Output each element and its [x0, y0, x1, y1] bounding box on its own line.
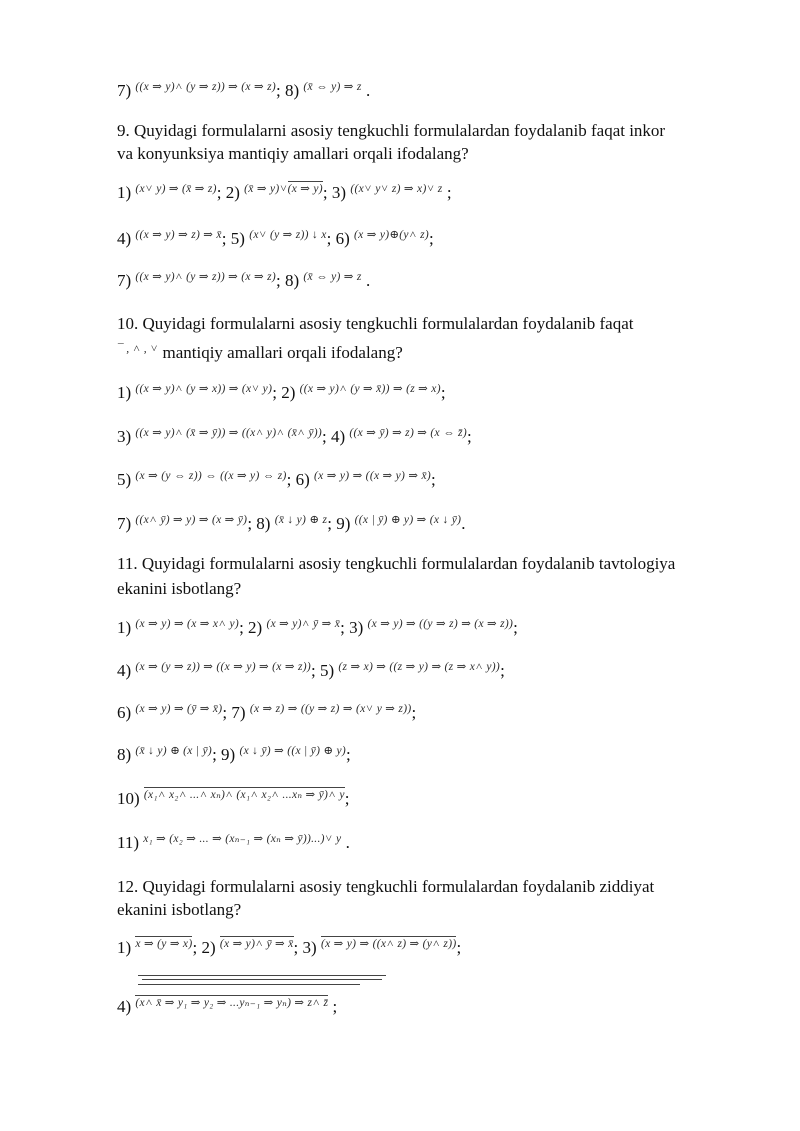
item-label: ; 2)	[192, 938, 220, 957]
item-label: 8)	[117, 745, 136, 764]
item-label: ;	[466, 427, 472, 446]
item-label: ; 7)	[222, 703, 250, 722]
item-label: ; 5)	[221, 229, 250, 248]
negation-bar	[138, 984, 360, 985]
formula: (x ⇒ (y ⇔ z)) ⇔ ((x ⇒ y) ⇔ z)	[135, 470, 287, 482]
item-label: ;	[442, 183, 452, 202]
item-label: ;	[431, 470, 436, 489]
exercise-heading: 9. Quyidagi formulalarni asosiy tengkuchli formulalardan foydalanib faqat inkor	[117, 121, 666, 140]
item-label: .	[361, 271, 371, 290]
item-label: ; 2)	[216, 183, 245, 202]
formula: ((x ⇒ y)˄ (y ⇒ z)) ⇒ (x ⇒ z)	[135, 271, 277, 283]
formula: (x ⇒ y) ⇒ ((y ⇒ z) ⇒ (x ⇒ z))	[367, 618, 514, 630]
item-label: ;	[344, 789, 350, 808]
overlined-expression: (x ⇒ y)˄ ȳ ⇒ x̄	[219, 938, 294, 950]
negated-formula	[144, 789, 345, 801]
negated-formula	[135, 938, 192, 950]
formula: ((x ⇒ y) ⇒ z) ⇒ x̄	[135, 229, 222, 241]
exercise-heading: va konyunksiya mantiqiy amallari orqali ifodalang?	[117, 144, 469, 163]
formula: (x̄ ⇔ y) ⇒ z	[303, 81, 362, 93]
item-label: ; 8)	[276, 81, 304, 100]
item-label: 4)	[117, 229, 136, 248]
formula: (x ⇒ y) ⇒ ((x ⇒ y) ⇒ x̄)	[314, 470, 431, 482]
item-label: ; 9)	[212, 745, 240, 764]
item-label: 7)	[117, 514, 136, 533]
formula: x₁ ⇒ (x₂ ⇒ ... ⇒ (xₙ₋₁ ⇒ (xₙ ⇒ ȳ))...)˅ y	[143, 833, 342, 845]
formula: ((x ⇒ y)˄ (y ⇒ z)) ⇒ (x ⇒ z)	[135, 81, 277, 93]
formula: (x̄ ⇔ y) ⇒ z	[303, 271, 362, 283]
formula: (x ⇒ y)⊕(y˄ z)	[354, 229, 429, 241]
item-label: ;	[440, 383, 446, 402]
formula: ((x ⇒ y)˄ (y ⇒ x̄)) ⇒ (z ⇒ x)	[299, 383, 441, 395]
formula: (x̄ ⇒ y)˅	[244, 183, 288, 195]
item-label: ; 6)	[326, 229, 355, 248]
item-label: ;	[456, 938, 462, 957]
exercise-heading	[117, 342, 403, 366]
formula-line	[117, 182, 452, 206]
formula: (x̄ ↓ y) ⊕ z	[274, 514, 328, 526]
item-label: 10)	[117, 789, 144, 808]
formula-line	[117, 469, 436, 493]
negated-formula	[288, 183, 323, 195]
negation-bar	[142, 979, 382, 980]
item-label: .	[341, 833, 350, 852]
formula: ((x˄ ȳ) ⇒ y) ⇒ (x ⇒ ȳ)	[135, 514, 248, 526]
item-label: 5)	[117, 470, 136, 489]
formula-line	[117, 513, 465, 537]
item-label: 3)	[117, 427, 136, 446]
overlined-expression: (x˄ x̄ ⇒ y₁ ⇒ y₂ ⇒ ...yₙ₋₁ ⇒ yₙ) ⇒ z˄ z̄	[135, 997, 329, 1009]
formula: ((x˅ y˅ z) ⇒ x)˅ z	[350, 183, 443, 195]
item-label: ;	[513, 618, 518, 637]
negated-formula	[321, 938, 457, 950]
formula-line	[117, 270, 370, 294]
formula: (x̄ ↓ y) ⊕ (x | ȳ)	[135, 745, 213, 757]
overlined-expression: (x₁˄ x₂˄ ...˄ xₙ)˄ (x₁˄ x₂˄ ...xₙ ⇒ ȳ)˄ y	[143, 789, 345, 801]
item-label: 1)	[117, 383, 136, 402]
formula-line	[117, 617, 518, 641]
formula: ((x ⇒ ȳ) ⇒ z) ⇒ (x ⇔ z̄)	[349, 427, 467, 439]
formula-line	[117, 788, 350, 812]
formula: (x ⇒ y) ⇒ (ȳ ⇒ x̄)	[135, 703, 223, 715]
item-label: ; 8)	[247, 514, 275, 533]
item-label: 6)	[117, 703, 136, 722]
formula: ((x | ȳ) ⊕ y) ⇒ (x ↓ ȳ)	[354, 514, 462, 526]
item-label: ; 8)	[276, 271, 304, 290]
item-label: 1)	[117, 618, 136, 637]
formula-line	[117, 702, 416, 726]
item-label: 7)	[117, 81, 136, 100]
formula-line	[117, 744, 351, 768]
formula-line	[117, 228, 434, 252]
exercise-heading: 12. Quyidagi formulalarni asosiy tengkuchli formulalardan foydalanib ziddiyat	[117, 877, 655, 896]
item-label: ;	[411, 703, 417, 722]
negated-formula	[135, 997, 328, 1009]
exercise-heading: ekanini isbotlang?	[117, 900, 242, 919]
formula-line	[117, 832, 350, 856]
overlined-expression: x ⇒ (y ⇒ x)	[135, 938, 193, 950]
item-label: 7)	[117, 271, 136, 290]
exercise-heading: ekanini isbotlang?	[117, 579, 242, 598]
item-label: ; 4)	[322, 427, 350, 446]
item-label: ; 2)	[239, 618, 267, 637]
item-label: ;	[500, 661, 505, 680]
item-label: ;	[346, 745, 351, 764]
formula: (x ⇒ z) ⇒ ((y ⇒ z) ⇒ (x˅ y ⇒ z))	[249, 703, 412, 715]
overlined-expression: (x ⇒ y) ⇒ ((x˄ z) ⇒ (y˄ z))	[320, 938, 457, 950]
item-label: .	[361, 81, 371, 100]
overlined-expression: (x ⇒ y)	[287, 183, 323, 195]
item-label: ; 3)	[293, 938, 321, 957]
exercise-heading: 10. Quyidagi formulalarni asosiy tengkuchli formulalardan foydalanib faqat	[117, 314, 634, 333]
formula: (z ⇒ x) ⇒ ((z ⇒ y) ⇒ (z ⇒ x˄ y))	[338, 661, 501, 673]
item-label: mantiqiy amallari orqali ifodalang?	[158, 343, 403, 362]
item-label: 4)	[117, 997, 136, 1016]
negation-bar	[138, 975, 386, 976]
formula: (x˅ (y ⇒ z)) ↓ x	[249, 229, 327, 241]
item-label: ; 2)	[272, 383, 300, 402]
item-label: ;	[328, 997, 338, 1016]
item-label: 11)	[117, 833, 144, 852]
formula-line	[117, 426, 472, 450]
item-label: ; 5)	[311, 661, 339, 680]
item-label: 1)	[117, 183, 136, 202]
formula: (x ⇒ y) ⇒ (x ⇒ x˄ y)	[135, 618, 240, 630]
formula-line	[117, 937, 461, 961]
item-label: ;	[428, 229, 434, 248]
formula: (x ⇒ (y ⇒ z)) ⇒ ((x ⇒ y) ⇒ (x ⇒ z))	[135, 661, 312, 673]
formula-line	[117, 382, 446, 406]
item-label: 4)	[117, 661, 136, 680]
item-label: ; 9)	[327, 514, 355, 533]
formula: ¯ , ˄ , ˅	[117, 343, 159, 355]
item-label: ; 6)	[286, 470, 315, 489]
negated-formula	[220, 938, 294, 950]
exercise-heading: 11. Quyidagi formulalarni asosiy tengkuchli formulalardan foydalanib tavtologiya	[117, 554, 676, 573]
item-label: 1)	[117, 938, 136, 957]
formula: (x˅ y) ⇒ (x̄ ⇒ z)	[135, 183, 217, 195]
formula: ((x ⇒ y)˄ (y ⇒ x)) ⇒ (x˅ y)	[135, 383, 273, 395]
formula-line	[117, 660, 505, 684]
item-label: ; 3)	[322, 183, 351, 202]
formula-line	[117, 80, 370, 104]
formula: (x ⇒ y)˄ ȳ ⇒ x̄	[266, 618, 341, 630]
item-label: .	[461, 514, 466, 533]
item-label: ; 3)	[340, 618, 368, 637]
formula-line	[117, 996, 337, 1020]
formula: ((x ⇒ y)˄ (x̄ ⇒ ȳ)) ⇒ ((x˄ y)˄ (x̄˄ ȳ))	[135, 427, 323, 439]
formula: (x ↓ ȳ) ⇒ ((x | ȳ) ⊕ y)	[239, 745, 347, 757]
